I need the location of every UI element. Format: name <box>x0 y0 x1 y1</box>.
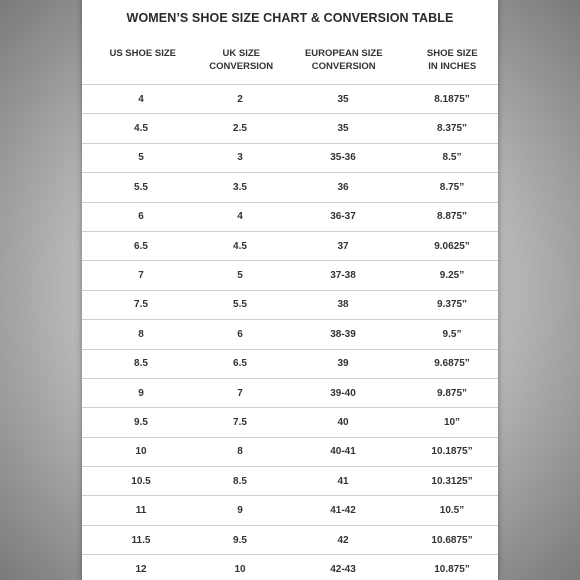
cell-us-size: 6 <box>138 211 144 223</box>
table-row <box>82 319 498 348</box>
cell-us-size: 6.5 <box>134 240 148 252</box>
cell-uk-size: 10 <box>234 563 246 575</box>
cell-inches: 8.75” <box>439 181 465 193</box>
cell-us-size: 10 <box>135 446 147 458</box>
cell-uk-size: 8 <box>237 446 243 458</box>
column-header-eu-size: EUROPEAN SIZE CONVERSION <box>304 48 383 72</box>
cell-uk-size: 7 <box>237 387 243 399</box>
cell-eu-size: 39-40 <box>330 387 356 399</box>
cell-uk-size: 4 <box>237 211 243 223</box>
cell-eu-size: 38-39 <box>330 328 356 340</box>
table-row <box>82 202 498 231</box>
table-row <box>82 172 498 201</box>
cell-inches: 10.1875” <box>431 446 473 458</box>
cell-eu-size: 39 <box>337 358 349 370</box>
table-row <box>82 554 498 580</box>
table-row <box>82 466 498 495</box>
cell-us-size: 9.5 <box>134 416 148 428</box>
cell-uk-size: 9.5 <box>233 534 247 546</box>
cell-uk-size: 5.5 <box>233 299 247 311</box>
cell-eu-size: 37-38 <box>330 270 356 282</box>
cell-uk-size: 2.5 <box>233 123 247 135</box>
cell-uk-size: 6.5 <box>233 358 247 370</box>
table-row <box>82 143 498 172</box>
cell-eu-size: 42-43 <box>330 563 356 575</box>
table-row <box>82 290 498 319</box>
cell-uk-size: 5 <box>237 270 243 282</box>
cell-inches: 10.875” <box>434 563 470 575</box>
cell-eu-size: 35 <box>337 93 349 105</box>
cell-inches: 9.6875” <box>434 358 470 370</box>
cell-inches: 9.875” <box>436 387 468 399</box>
cell-uk-size: 2 <box>237 93 243 105</box>
cell-us-size: 7 <box>138 270 144 282</box>
cell-us-size: 4.5 <box>134 123 148 135</box>
cell-uk-size: 3 <box>237 152 243 164</box>
cell-eu-size: 41 <box>337 475 349 487</box>
cell-eu-size: 35 <box>337 123 349 135</box>
cell-inches: 9.0625” <box>434 240 470 252</box>
table-body <box>82 84 498 580</box>
cell-uk-size: 4.5 <box>233 240 247 252</box>
table-row <box>82 113 498 142</box>
cell-us-size: 10.5 <box>131 475 151 487</box>
cell-us-size: 4 <box>138 93 144 105</box>
column-header-us-size: US SHOE SIZE <box>109 48 176 59</box>
cell-uk-size: 3.5 <box>233 181 247 193</box>
table-row <box>82 231 498 260</box>
table-row <box>82 495 498 524</box>
cell-us-size: 11.5 <box>131 534 151 546</box>
table-row <box>82 378 498 407</box>
cell-us-size: 9 <box>138 387 144 399</box>
cell-us-size: 8.5 <box>134 358 148 370</box>
cell-uk-size: 9 <box>237 505 243 517</box>
cell-us-size: 7.5 <box>134 299 148 311</box>
cell-eu-size: 36-37 <box>330 211 356 223</box>
cell-inches: 8.5” <box>442 152 462 164</box>
cell-inches: 10” <box>443 416 461 428</box>
cell-eu-size: 41-42 <box>330 505 356 517</box>
table-row <box>82 260 498 289</box>
cell-us-size: 5.5 <box>134 181 148 193</box>
cell-inches: 10.6875” <box>431 534 473 546</box>
table-row <box>82 349 498 378</box>
cell-us-size: 5 <box>138 152 144 164</box>
chart-title: WOMEN’S SHOE SIZE CHART & CONVERSION TABLE <box>126 11 454 25</box>
cell-us-size: 11 <box>135 505 147 517</box>
cell-inches: 9.5” <box>442 328 462 340</box>
column-header-uk-size: UK SIZE CONVERSION <box>209 48 274 72</box>
table-row <box>82 84 498 113</box>
cell-eu-size: 37 <box>337 240 349 252</box>
table-row <box>82 525 498 554</box>
cell-uk-size: 7.5 <box>233 416 247 428</box>
cell-eu-size: 35-36 <box>330 152 356 164</box>
cell-us-size: 12 <box>135 563 147 575</box>
cell-eu-size: 40 <box>337 416 349 428</box>
table-row <box>82 407 498 436</box>
cell-eu-size: 36 <box>337 181 349 193</box>
cell-inches: 8.875” <box>436 211 468 223</box>
cell-uk-size: 6 <box>237 328 243 340</box>
cell-inches: 8.1875” <box>434 93 470 105</box>
cell-inches: 9.375” <box>436 299 468 311</box>
table-row <box>82 437 498 466</box>
cell-eu-size: 42 <box>337 534 349 546</box>
column-header-inches: SHOE SIZE IN INCHES <box>426 48 478 72</box>
cell-inches: 8.375” <box>436 123 468 135</box>
cell-eu-size: 40-41 <box>330 446 356 458</box>
cell-uk-size: 8.5 <box>233 475 247 487</box>
table-header <box>82 47 498 83</box>
cell-inches: 10.5” <box>439 505 465 517</box>
cell-inches: 9.25” <box>439 270 465 282</box>
size-chart-sheet <box>82 0 498 580</box>
cell-us-size: 8 <box>138 328 144 340</box>
cell-inches: 10.3125” <box>431 475 473 487</box>
cell-eu-size: 38 <box>337 299 349 311</box>
